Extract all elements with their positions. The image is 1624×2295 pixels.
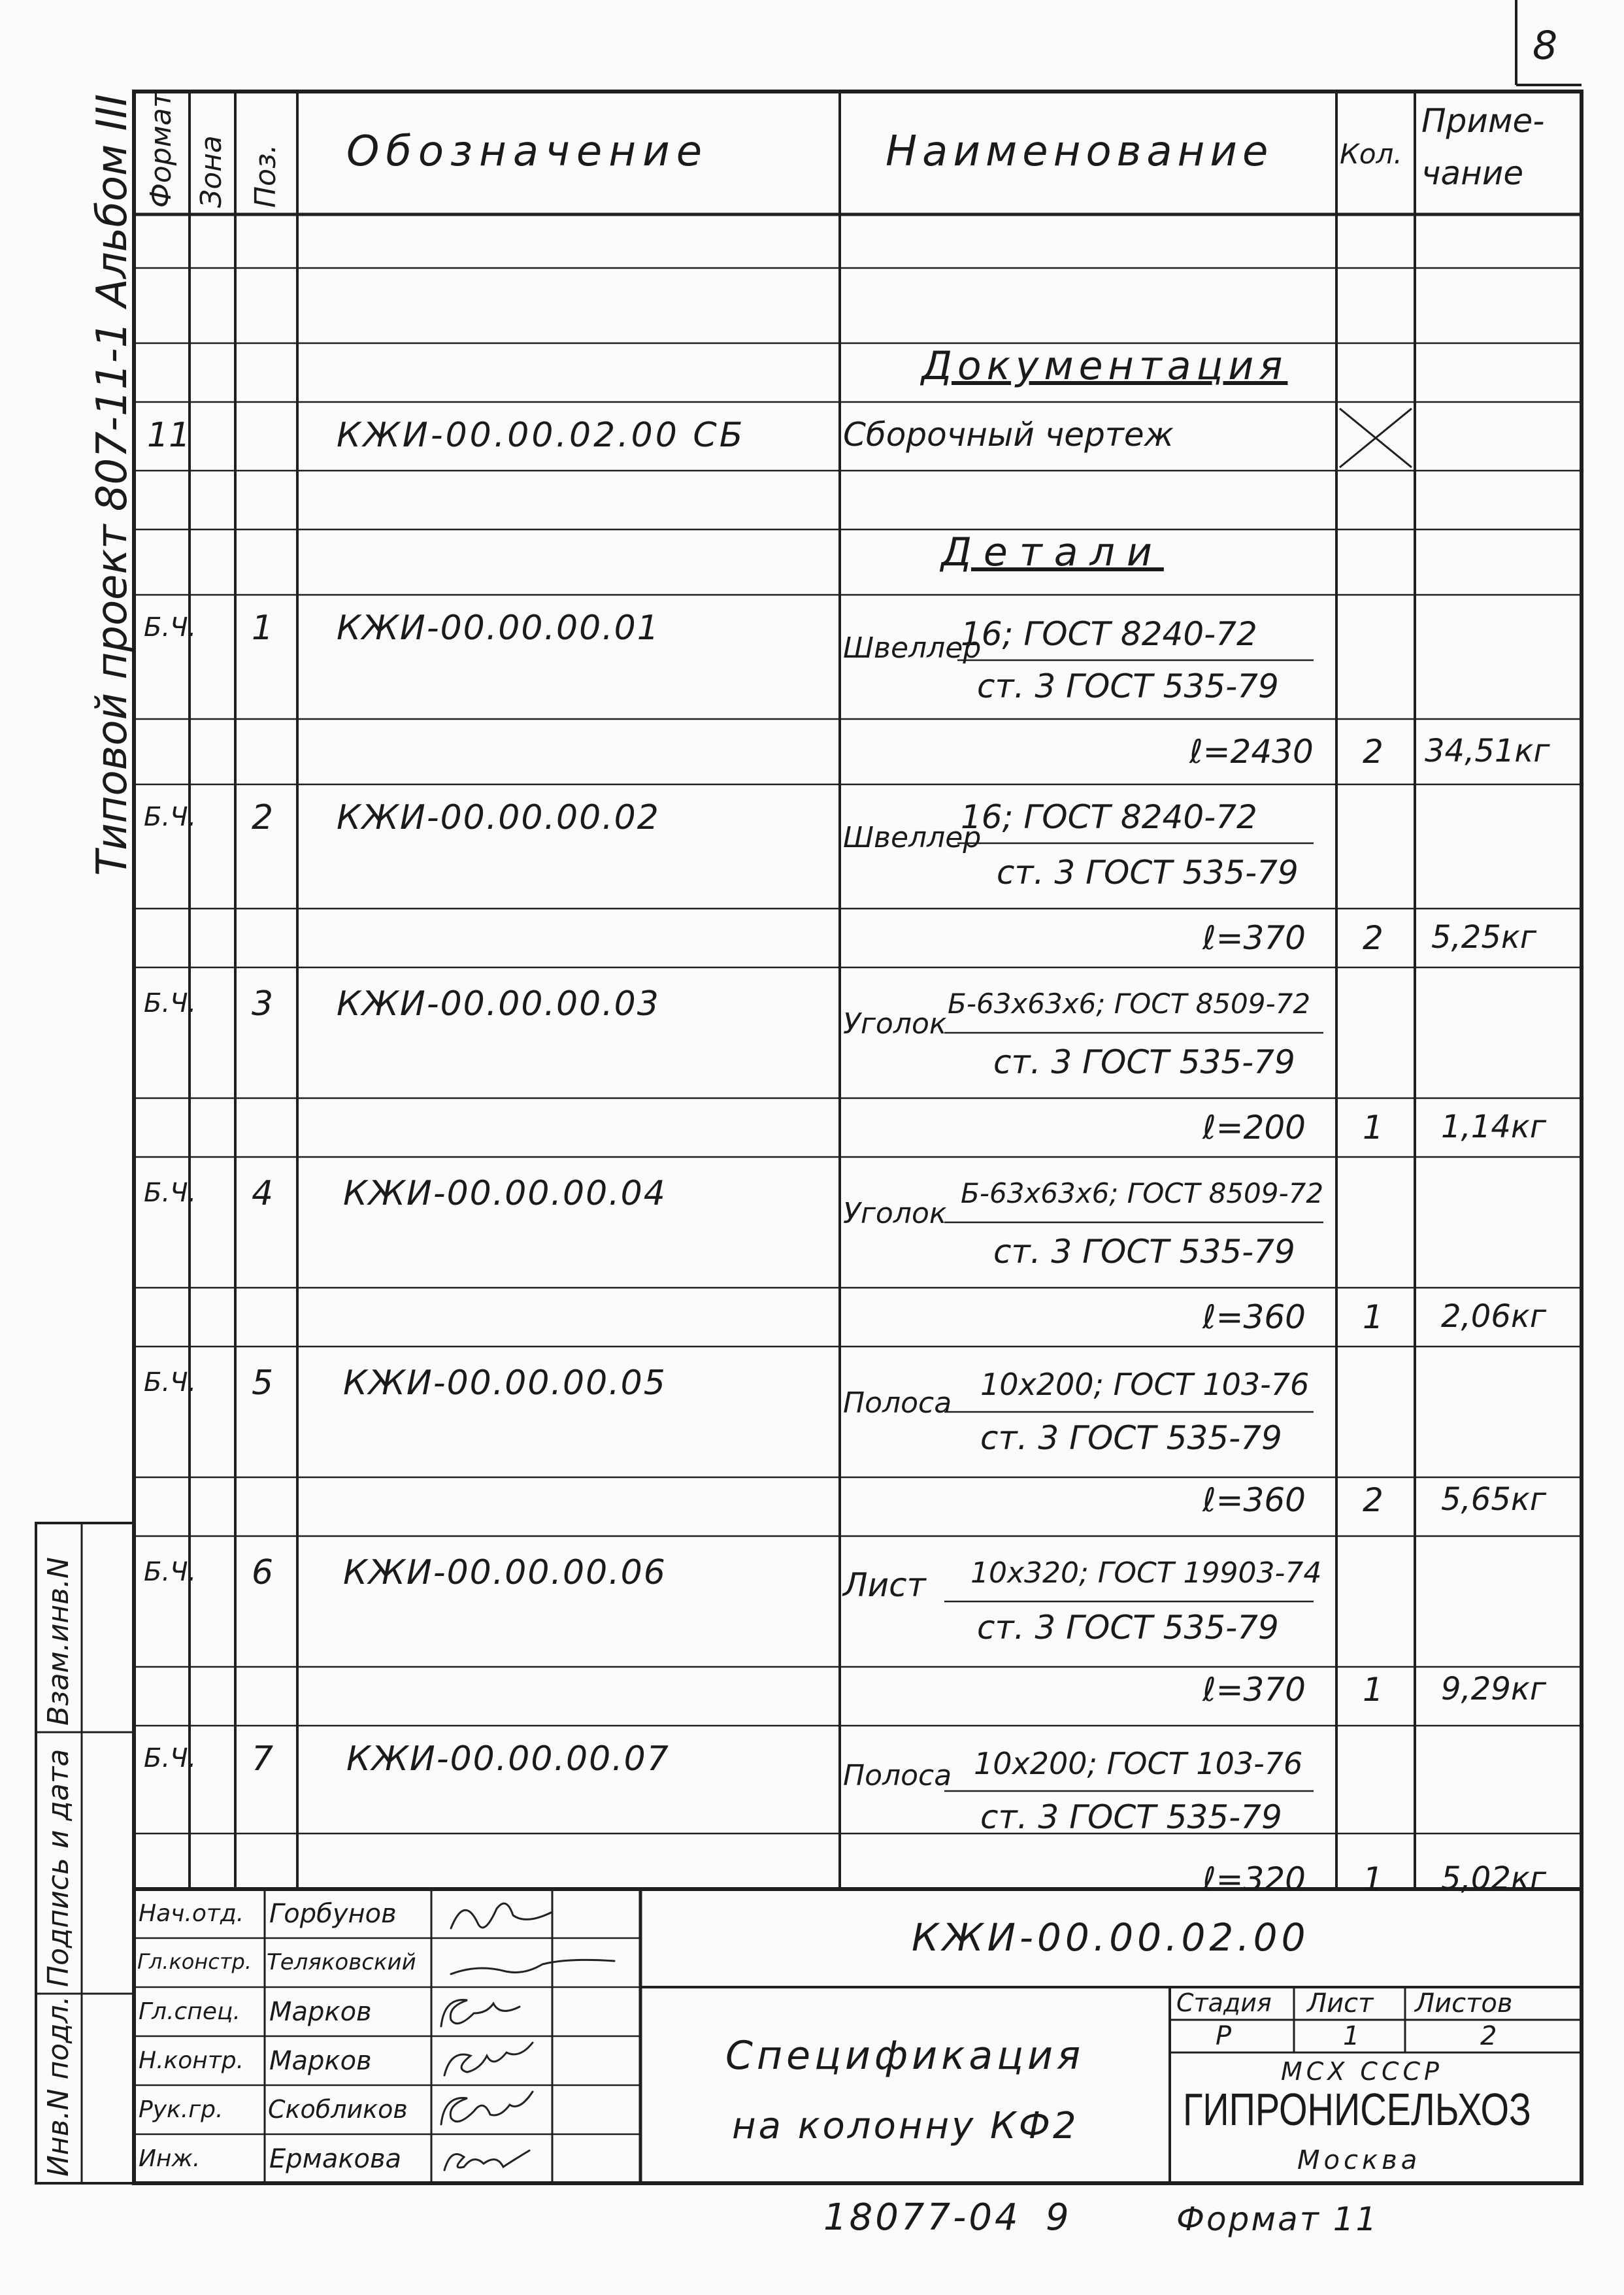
- sheet-value: 1: [1343, 2021, 1360, 2051]
- detail-length: ℓ=360: [1202, 1298, 1306, 1336]
- detail-qty: 1: [1363, 1671, 1384, 1709]
- detail-name-prefix: Швеллер: [843, 821, 982, 854]
- detail-designation: КЖИ-00.00.00.03: [337, 984, 660, 1024]
- detail-note: 34,51кг: [1425, 733, 1550, 769]
- title-person: Теляковский: [267, 1949, 416, 1975]
- detail-note: 1,14кг: [1441, 1109, 1547, 1145]
- detail-spec-top: Б-63х63х6; ГОСТ 8509-72: [961, 1177, 1324, 1209]
- detail-qty: 1: [1363, 1109, 1384, 1147]
- side-album-label: Альбом III: [88, 93, 137, 307]
- title-person: Горбунов: [269, 1899, 397, 1929]
- footer-number: 18077-04: [823, 2196, 1021, 2239]
- detail-designation: КЖИ-00.00.00.06: [343, 1553, 667, 1592]
- title-person: Марков: [269, 1997, 372, 2027]
- detail-format: Б.Ч.: [144, 1178, 197, 1208]
- detail-spec-top: 16; ГОСТ 8240-72: [961, 798, 1257, 836]
- section-details: Детали: [941, 529, 1164, 575]
- detail-pos: 1: [252, 609, 274, 648]
- detail-spec-top: 10х200; ГОСТ 103-76: [974, 1746, 1303, 1781]
- detail-format: Б.Ч.: [144, 988, 197, 1018]
- detail-spec-top: 16; ГОСТ 8240-72: [961, 615, 1257, 653]
- detail-note: 9,29кг: [1441, 1671, 1547, 1707]
- header-qty: Кол.: [1340, 138, 1402, 170]
- header-designation: Обозначение: [346, 127, 709, 176]
- footer-page: 9: [1046, 2196, 1069, 2239]
- margin-inv-orig: Инв.N подл.: [42, 1996, 75, 2177]
- title-role: Гл.спец.: [139, 1998, 240, 2025]
- doc-title-line2: на колонну КФ2: [732, 2105, 1079, 2147]
- header-format: Формат: [144, 91, 178, 208]
- detail-pos: 7: [252, 1739, 274, 1779]
- section-documentation: Документация: [921, 343, 1288, 389]
- detail-pos: 3: [252, 984, 274, 1024]
- detail-designation: КЖИ-00.00.00.01: [337, 609, 660, 648]
- detail-format: Б.Ч.: [144, 612, 197, 643]
- org-name: ГИПРОНИСЕЛЬХОЗ: [1183, 2084, 1531, 2135]
- detail-note: 2,06кг: [1441, 1298, 1547, 1335]
- detail-designation: КЖИ-00.00.00.04: [343, 1174, 667, 1213]
- detail-spec-bottom: ст. 3 ГОСТ 535-79: [997, 854, 1299, 892]
- org-ministry: МСХ СССР: [1281, 2057, 1443, 2086]
- title-person: Марков: [269, 2046, 372, 2076]
- detail-note: 5,25кг: [1431, 919, 1537, 956]
- title-person: Скобликов: [268, 2095, 408, 2124]
- title-role: Гл.констр.: [137, 1949, 252, 1974]
- sheet-label: Лист: [1307, 1988, 1374, 2019]
- detail-designation: КЖИ-00.00.00.02: [337, 798, 660, 837]
- title-role: Рук.гр.: [139, 2096, 224, 2123]
- detail-pos: 2: [252, 798, 274, 837]
- detail-length: ℓ=200: [1202, 1109, 1306, 1147]
- sheets-label: Листов: [1415, 1988, 1513, 2019]
- org-city: Москва: [1297, 2145, 1421, 2175]
- detail-spec-bottom: ст. 3 ГОСТ 535-79: [993, 1233, 1295, 1271]
- stage-label: Стадия: [1176, 1988, 1272, 2017]
- detail-length: ℓ=360: [1202, 1481, 1306, 1519]
- header-note-line2: чание: [1421, 154, 1524, 192]
- title-code: КЖИ-00.00.02.00: [912, 1915, 1310, 1960]
- stage-value: Р: [1216, 2021, 1232, 2051]
- detail-spec-bottom: ст. 3 ГОСТ 535-79: [977, 667, 1279, 705]
- detail-qty: 2: [1363, 1481, 1384, 1519]
- side-project-label: Типовой проект 807-11-1: [88, 321, 137, 876]
- detail-spec-top: Б-63х63х6; ГОСТ 8509-72: [948, 988, 1311, 1020]
- detail-name-prefix: Полоса: [843, 1386, 952, 1420]
- doc-title-line1: Спецификация: [725, 2033, 1085, 2079]
- footer-format: Формат 11: [1176, 2200, 1379, 2238]
- title-role: Нач.отд.: [139, 1900, 244, 1927]
- detail-length: ℓ=320: [1202, 1860, 1306, 1898]
- title-person: Ермакова: [269, 2144, 402, 2174]
- header-zone: Зона: [195, 135, 228, 208]
- sheet-number: 8: [1533, 23, 1558, 69]
- detail-name-prefix: Уголок: [843, 1197, 947, 1230]
- detail-qty: 2: [1363, 733, 1384, 771]
- doc-row-format: 11: [147, 416, 191, 455]
- detail-name-prefix: Полоса: [843, 1759, 952, 1792]
- detail-name-prefix: Уголок: [843, 1007, 947, 1041]
- title-role: Н.контр.: [139, 2047, 244, 2074]
- detail-designation: КЖИ-00.00.00.07: [346, 1739, 670, 1779]
- detail-designation: КЖИ-00.00.00.05: [343, 1364, 667, 1403]
- detail-name-prefix: Швеллер: [843, 631, 982, 665]
- detail-pos: 5: [252, 1364, 274, 1403]
- margin-sign-date: Подпись и дата: [42, 1749, 75, 1987]
- title-role: Инж.: [139, 2145, 201, 2172]
- sheets-value: 2: [1480, 2021, 1497, 2051]
- detail-format: Б.Ч.: [144, 1557, 197, 1587]
- header-pos: Поз.: [249, 144, 282, 208]
- detail-qty: 1: [1363, 1298, 1384, 1336]
- detail-pos: 4: [252, 1174, 274, 1213]
- detail-pos: 6: [252, 1553, 274, 1592]
- detail-length: ℓ=370: [1202, 1671, 1306, 1709]
- header-note-line1: Приме-: [1421, 102, 1545, 140]
- detail-format: Б.Ч.: [144, 1367, 197, 1398]
- detail-qty: 2: [1363, 919, 1384, 957]
- doc-row-name: Сборочный чертеж: [843, 416, 1174, 454]
- header-name: Наименование: [886, 127, 1274, 176]
- detail-note: 5,02кг: [1441, 1860, 1547, 1897]
- detail-format: Б.Ч.: [144, 1743, 197, 1773]
- detail-format: Б.Ч.: [144, 802, 197, 832]
- detail-spec-bottom: ст. 3 ГОСТ 535-79: [993, 1043, 1295, 1081]
- doc-row-designation: КЖИ-00.00.02.00 СБ: [337, 416, 746, 455]
- detail-spec-bottom: ст. 3 ГОСТ 535-79: [977, 1609, 1279, 1647]
- detail-spec-top: 10х320; ГОСТ 19903-74: [970, 1556, 1322, 1590]
- detail-note: 5,65кг: [1441, 1481, 1547, 1518]
- margin-inv-sub: Взам.инв.N: [42, 1557, 75, 1726]
- detail-spec-top: 10х200; ГОСТ 103-76: [980, 1367, 1310, 1402]
- detail-qty: 1: [1363, 1860, 1384, 1898]
- detail-spec-bottom: ст. 3 ГОСТ 535-79: [980, 1798, 1282, 1836]
- detail-spec-bottom: ст. 3 ГОСТ 535-79: [980, 1419, 1282, 1457]
- detail-length: ℓ=370: [1202, 919, 1306, 957]
- detail-name-prefix: Лист: [843, 1566, 926, 1604]
- detail-length: ℓ=2430: [1189, 733, 1314, 771]
